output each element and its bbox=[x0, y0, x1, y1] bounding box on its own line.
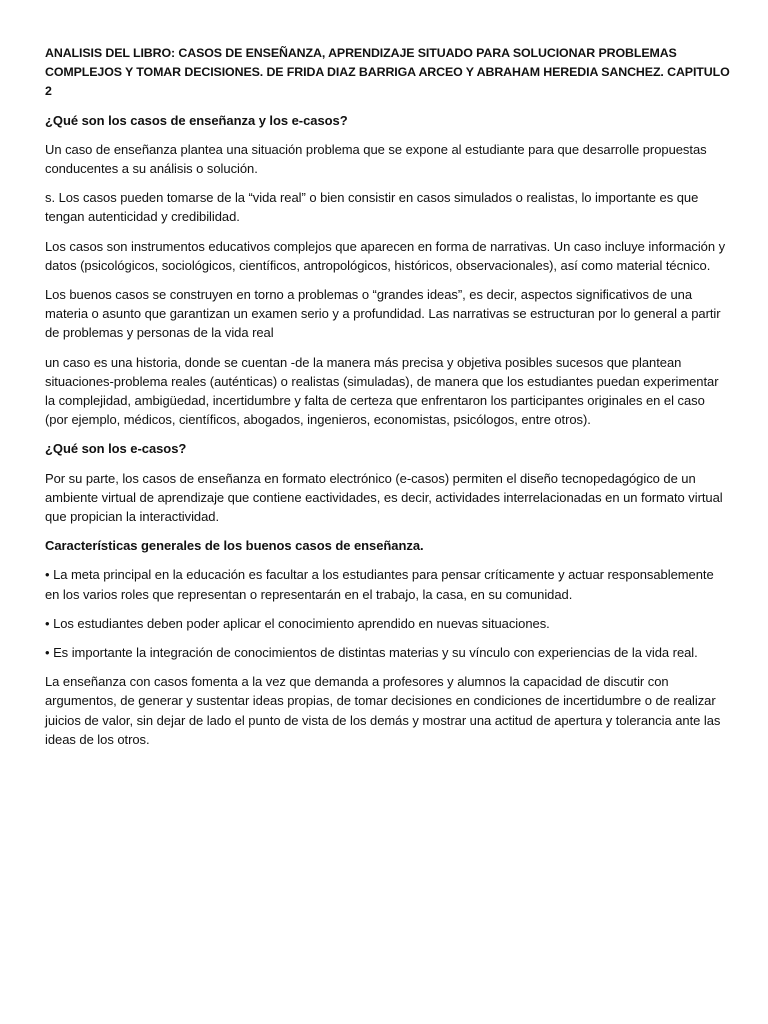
document-body bbox=[45, 44, 730, 759]
section-heading-caracteristicas: Características generales de los buenos casos de enseñanza. bbox=[45, 538, 424, 554]
section-heading-e-casos: ¿Qué son los e-casos? bbox=[45, 441, 187, 457]
paragraph: Los casos son instrumentos educativos complejos que aparecen en forma de narrativas. Un caso incluye información y datos (psicológicos, sociológicos, científicos, antropológicos, históricos, observacionales), así como material técnico. bbox=[45, 238, 726, 273]
section-heading-casos: ¿Qué son los casos de enseñanza y los e-casos? bbox=[45, 112, 348, 128]
document-title: ANALISIS DEL LIBRO: CASOS DE ENSEÑANZA, APRENDIZAJE SITUADO PARA SOLUCIONAR PROBLEMAS COMPLEJOS Y TOMAR DECISIONES. DE FRIDA DIAZ BARRIGA ARCEO Y ABRAHAM HEREDIA SANCHEZ. CAPITULO 2 bbox=[45, 46, 730, 99]
closing-paragraph: La enseñanza con casos fomenta a la vez que demanda a profesores y alumnos la capacidad de discutir con argumentos, de generar y sustentar ideas propias, de tomar decisiones en condiciones de incertidumbre o de realizar juicios de valor, sin dejar de lado el punto de vista de los demás y mostrar una actitud de apertura y tolerancia ante las ideas de los otros. bbox=[45, 674, 721, 747]
bullet-item: • Es importante la integración de conocimientos de distintas materias y su vínculo con experiencias de la vida real. bbox=[45, 645, 698, 661]
paragraph: un caso es una historia, donde se cuentan -de la manera más precisa y objetiva posibles sucesos que plantean situaciones-problema reales (auténticas) o realistas (simuladas), de manera que los estudiantes puedan experimentar la complejidad, ambigüedad, incertidumbre y falta de certeza que enfrentaron los participantes originales en el caso (por ejemplo, médicos, científicos, abogados, ingenieros, economistas, psicólogos, entre otros). bbox=[45, 354, 719, 428]
paragraph: Los buenos casos se construyen en torno a problemas o “grandes ideas”, es decir, aspectos significativos de una materia o asunto que garantizan un examen serio y a profundidad. Las narrativas se estructuran por lo general a partir de problemas y personas de la vida real bbox=[45, 287, 721, 341]
paragraph: Por su parte, los casos de enseñanza en formato electrónico (e-casos) permiten el diseño tecnopedagógico de un ambiente virtual de aprendizaje que contiene eactividades, es decir, actividades interrelacionadas en un formato virtual que propician la interactividad. bbox=[45, 470, 723, 525]
bullet-item: • La meta principal en la educación es facultar a los estudiantes para pensar críticamente y actuar responsablemente en los varios roles que representan o representarán en el trabajo, la casa, en su comunidad. bbox=[45, 567, 714, 602]
paragraph: Un caso de enseñanza plantea una situación problema que se expone al estudiante para que desarrolle propuestas conducentes a su análisis o solución. bbox=[45, 141, 707, 177]
bullet-item: • Los estudiantes deben poder aplicar el conocimiento aprendido en nuevas situaciones. bbox=[45, 615, 550, 631]
paragraph: s. Los casos pueden tomarse de la “vida real” o bien consistir en casos simulados o realistas, lo importante es que tengan autenticidad y credibilidad. bbox=[45, 190, 699, 225]
